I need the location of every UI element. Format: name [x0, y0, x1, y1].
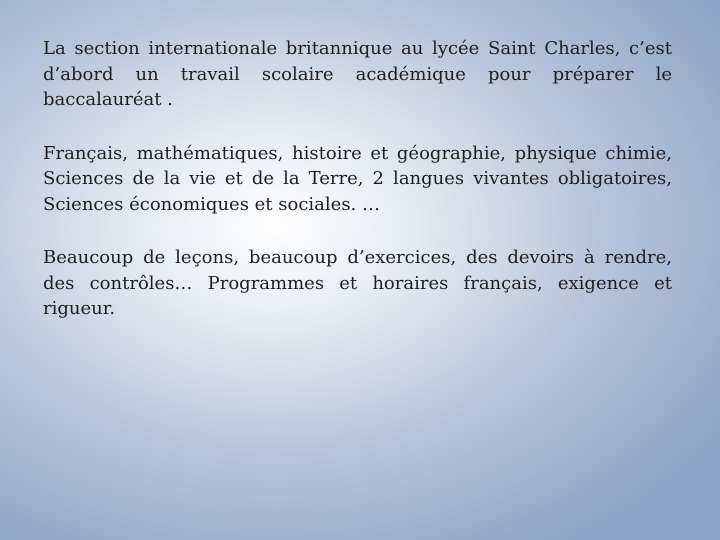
- paragraph-intro: La section internationale britannique au lycée Saint Charles, c’est d’abord un travail scolaire académique pour préparer le baccalauréat .: [43, 38, 672, 110]
- paragraph-subjects: Français, mathématiques, histoire et géographie, physique chimie, Sciences de la vie et de la Terre, 2 langues vivantes obligatoires, Sciences économiques et sociales. …: [43, 142, 672, 215]
- paragraph-workload: Beaucoup de leçons, beaucoup d’exercices, des devoirs à rendre, des contrôles… Programmes et horaires français, exigence et rigueur.: [43, 247, 672, 319]
- slide-content: [43, 36, 672, 350]
